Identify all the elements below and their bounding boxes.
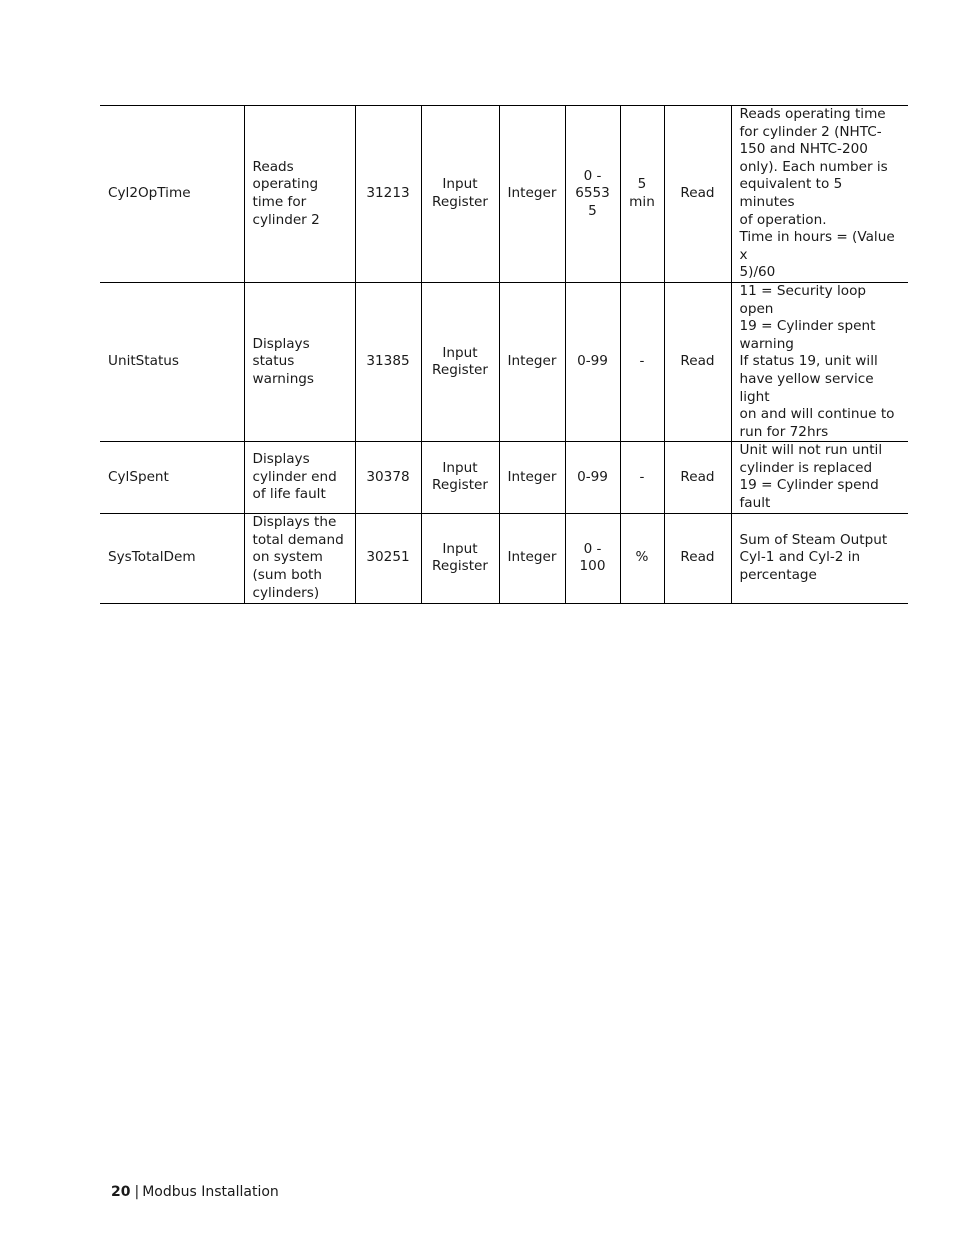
section-title: Modbus Installation [142,1184,279,1200]
register-description: Displays status warnings [244,282,355,441]
value-units: - [620,442,664,513]
register-description: Displays the total demand on system (sum both cylinders) [244,513,355,603]
register-name: Cyl2OpTime [100,106,244,283]
value-units: - [620,282,664,441]
value-range: 0-99 [565,282,620,441]
value-units: % [620,513,664,603]
register-notes: Reads operating time for cylinder 2 (NHTC- 150 and NHTC-200 only). Each number is equivalent to 5 minutes of operation. Time in hours = (Value x 5)/60 [731,106,908,283]
value-units: 5 min [620,106,664,283]
table-row [100,106,908,283]
register-address: 31213 [355,106,421,283]
register-name: CylSpent [100,442,244,513]
register-type: Input Register [421,282,499,441]
data-type: Integer [499,282,565,441]
data-type: Integer [499,513,565,603]
table-row [100,282,908,441]
table-row [100,442,908,513]
register-description: Displays cylinder end of life fault [244,442,355,513]
register-type: Input Register [421,442,499,513]
register-type: Input Register [421,513,499,603]
register-name: SysTotalDem [100,513,244,603]
table-row [100,513,908,603]
modbus-register-table [100,105,908,604]
access-mode: Read [664,513,731,603]
register-notes: 11 = Security loop open 19 = Cylinder spent warning If status 19, unit will have yellow service light on and will continue to run for 72hrs [731,282,908,441]
register-address: 31385 [355,282,421,441]
register-name: UnitStatus [100,282,244,441]
value-range: 0 - 100 [565,513,620,603]
value-range: 0 - 6553 5 [565,106,620,283]
register-description: Reads operating time for cylinder 2 [244,106,355,283]
register-notes: Unit will not run until cylinder is replaced 19 = Cylinder spend fault [731,442,908,513]
data-type: Integer [499,442,565,513]
data-type: Integer [499,106,565,283]
access-mode: Read [664,442,731,513]
value-range: 0-99 [565,442,620,513]
access-mode: Read [664,282,731,441]
register-address: 30251 [355,513,421,603]
register-notes: Sum of Steam Output Cyl-1 and Cyl-2 in percentage [731,513,908,603]
page-number: 20 [111,1184,131,1200]
footer-separator: | [134,1184,140,1200]
page-footer [111,1183,279,1201]
register-address: 30378 [355,442,421,513]
register-type: Input Register [421,106,499,283]
access-mode: Read [664,106,731,283]
